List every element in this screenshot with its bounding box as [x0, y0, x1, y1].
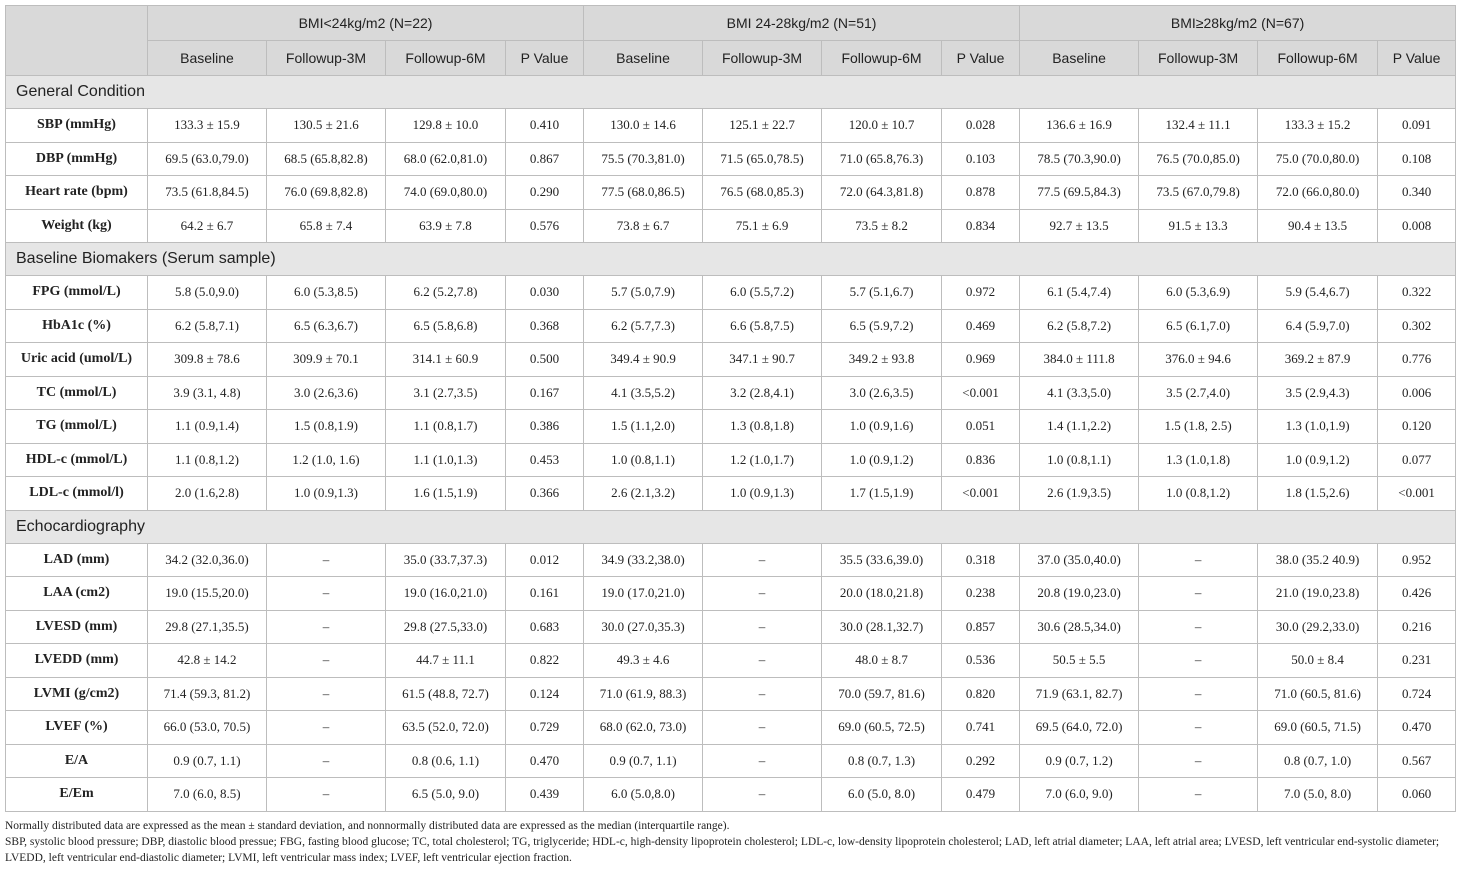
value-cell: – [267, 677, 386, 711]
value-cell: 6.4 (5.9,7.0) [1258, 309, 1378, 343]
value-cell: 7.0 (6.0, 9.0) [1020, 778, 1139, 812]
table-row [6, 276, 1456, 310]
value-cell: 30.6 (28.5,34.0) [1020, 610, 1139, 644]
column-header-followup-6m: Followup-6M [1258, 41, 1378, 76]
value-cell: – [1139, 744, 1258, 778]
value-cell: 0.8 (0.7, 1.0) [1258, 744, 1378, 778]
value-cell: 1.0 (0.8,1.1) [1020, 443, 1139, 477]
value-cell: 71.4 (59.3, 81.2) [148, 677, 267, 711]
value-cell: 309.8 ± 78.6 [148, 343, 267, 377]
p-value-cell: 0.741 [942, 711, 1020, 745]
value-cell: 1.5 (1.1,2.0) [584, 410, 703, 444]
p-value-cell: 0.453 [506, 443, 584, 477]
table-row [6, 610, 1456, 644]
value-cell: 76.0 (69.8,82.8) [267, 176, 386, 210]
value-cell: 1.0 (0.9,1.3) [267, 477, 386, 511]
p-value-cell: 0.683 [506, 610, 584, 644]
value-cell: 90.4 ± 13.5 [1258, 209, 1378, 243]
value-cell: 30.0 (29.2,33.0) [1258, 610, 1378, 644]
value-cell: 7.0 (5.0, 8.0) [1258, 778, 1378, 812]
p-value-cell: 0.469 [942, 309, 1020, 343]
value-cell: 1.3 (1.0,1.9) [1258, 410, 1378, 444]
table-body [6, 76, 1456, 812]
table-container [5, 5, 1455, 812]
column-header-followup-3m: Followup-3M [703, 41, 822, 76]
value-cell: 49.3 ± 4.6 [584, 644, 703, 678]
value-cell: – [267, 778, 386, 812]
p-value-cell: 0.470 [1378, 711, 1456, 745]
value-cell: – [1139, 577, 1258, 611]
p-value-cell: 0.238 [942, 577, 1020, 611]
value-cell: – [1139, 778, 1258, 812]
value-cell: 3.0 (2.6,3.5) [822, 376, 942, 410]
value-cell: – [267, 610, 386, 644]
value-cell: 6.2 (5.7,7.3) [584, 309, 703, 343]
value-cell: 76.5 (68.0,85.3) [703, 176, 822, 210]
value-cell: 69.0 (60.5, 72.5) [822, 711, 942, 745]
value-cell: 0.9 (0.7, 1.2) [1020, 744, 1139, 778]
row-label: E/Em [6, 778, 148, 812]
value-cell: 1.2 (1.0,1.7) [703, 443, 822, 477]
value-cell: 69.5 (63.0,79.0) [148, 142, 267, 176]
value-cell: 2.6 (2.1,3.2) [584, 477, 703, 511]
value-cell: 1.5 (1.8, 2.5) [1139, 410, 1258, 444]
value-cell: – [1139, 610, 1258, 644]
p-value-cell: 0.290 [506, 176, 584, 210]
value-cell: – [267, 577, 386, 611]
row-label: LAD (mm) [6, 543, 148, 577]
value-cell: 3.9 (3.1, 4.8) [148, 376, 267, 410]
p-value-cell: 0.536 [942, 644, 1020, 678]
value-cell: 37.0 (35.0,40.0) [1020, 543, 1139, 577]
value-cell: 1.7 (1.5,1.9) [822, 477, 942, 511]
p-value-cell: 0.216 [1378, 610, 1456, 644]
row-label: LVESD (mm) [6, 610, 148, 644]
value-cell: 0.9 (0.7, 1.1) [584, 744, 703, 778]
p-value-cell: 0.776 [1378, 343, 1456, 377]
p-value-cell: 0.008 [1378, 209, 1456, 243]
row-label: Heart rate (bpm) [6, 176, 148, 210]
value-cell: 125.1 ± 22.7 [703, 109, 822, 143]
value-cell: 129.8 ± 10.0 [386, 109, 506, 143]
table-row [6, 176, 1456, 210]
group-header-row [6, 6, 1456, 41]
p-value-cell: 0.340 [1378, 176, 1456, 210]
p-value-cell: 0.479 [942, 778, 1020, 812]
column-header-p-value: P Value [1378, 41, 1456, 76]
p-value-cell: 0.439 [506, 778, 584, 812]
value-cell: 6.0 (5.3,6.9) [1139, 276, 1258, 310]
value-cell: 48.0 ± 8.7 [822, 644, 942, 678]
value-cell: – [267, 744, 386, 778]
value-cell: 1.3 (1.0,1.8) [1139, 443, 1258, 477]
p-value-cell: 0.028 [942, 109, 1020, 143]
p-value-cell: 0.091 [1378, 109, 1456, 143]
value-cell: 74.0 (69.0,80.0) [386, 176, 506, 210]
value-cell: 20.8 (19.0,23.0) [1020, 577, 1139, 611]
value-cell: 5.7 (5.0,7.9) [584, 276, 703, 310]
value-cell: 314.1 ± 60.9 [386, 343, 506, 377]
value-cell: 75.5 (70.3,81.0) [584, 142, 703, 176]
value-cell: 1.4 (1.1,2.2) [1020, 410, 1139, 444]
value-cell: – [1139, 677, 1258, 711]
value-cell: 69.5 (64.0, 72.0) [1020, 711, 1139, 745]
value-cell: 38.0 (35.2 40.9) [1258, 543, 1378, 577]
value-cell: 77.5 (69.5,84.3) [1020, 176, 1139, 210]
value-cell: 5.8 (5.0,9.0) [148, 276, 267, 310]
value-cell: 78.5 (70.3,90.0) [1020, 142, 1139, 176]
value-cell: 349.2 ± 93.8 [822, 343, 942, 377]
p-value-cell: 0.820 [942, 677, 1020, 711]
row-label: LVEDD (mm) [6, 644, 148, 678]
value-cell: 130.5 ± 21.6 [267, 109, 386, 143]
value-cell: 75.0 (70.0,80.0) [1258, 142, 1378, 176]
value-cell: 1.0 (0.8,1.2) [1139, 477, 1258, 511]
value-cell: 6.2 (5.8,7.2) [1020, 309, 1139, 343]
value-cell: 2.0 (1.6,2.8) [148, 477, 267, 511]
row-label: Weight (kg) [6, 209, 148, 243]
value-cell: 66.0 (53.0, 70.5) [148, 711, 267, 745]
value-cell: – [703, 778, 822, 812]
table-row [6, 376, 1456, 410]
value-cell: 1.1 (1.0,1.3) [386, 443, 506, 477]
value-cell: 91.5 ± 13.3 [1139, 209, 1258, 243]
row-label: HDL-c (mmol/L) [6, 443, 148, 477]
table-footnotes [5, 818, 1457, 866]
p-value-cell: <0.001 [942, 376, 1020, 410]
p-value-cell: 0.060 [1378, 778, 1456, 812]
p-value-cell: 0.231 [1378, 644, 1456, 678]
value-cell: 35.0 (33.7,37.3) [386, 543, 506, 577]
value-cell: 1.0 (0.8,1.1) [584, 443, 703, 477]
table-row [6, 309, 1456, 343]
value-cell: 69.0 (60.5, 71.5) [1258, 711, 1378, 745]
p-value-cell: <0.001 [942, 477, 1020, 511]
group-header: BMI<24kg/m2 (N=22) [148, 6, 584, 41]
table-row [6, 778, 1456, 812]
value-cell: 42.8 ± 14.2 [148, 644, 267, 678]
value-cell: 1.1 (0.9,1.4) [148, 410, 267, 444]
p-value-cell: 0.161 [506, 577, 584, 611]
p-value-cell: 0.969 [942, 343, 1020, 377]
table-row [6, 711, 1456, 745]
value-cell: 1.1 (0.8,1.2) [148, 443, 267, 477]
value-cell: 30.0 (27.0,35.3) [584, 610, 703, 644]
row-label: HbA1c (%) [6, 309, 148, 343]
row-label: TC (mmol/L) [6, 376, 148, 410]
value-cell: 1.1 (0.8,1.7) [386, 410, 506, 444]
p-value-cell: 0.124 [506, 677, 584, 711]
value-cell: 132.4 ± 11.1 [1139, 109, 1258, 143]
value-cell: 6.0 (5.0,8.0) [584, 778, 703, 812]
value-cell: – [267, 711, 386, 745]
p-value-cell: 0.368 [506, 309, 584, 343]
value-cell: 71.0 (61.9, 88.3) [584, 677, 703, 711]
table-row [6, 677, 1456, 711]
table-row [6, 443, 1456, 477]
value-cell: 6.5 (5.8,6.8) [386, 309, 506, 343]
value-cell: – [703, 543, 822, 577]
column-header-followup-6m: Followup-6M [386, 41, 506, 76]
value-cell: 1.0 (0.9,1.6) [822, 410, 942, 444]
row-label: E/A [6, 744, 148, 778]
value-cell: 6.5 (6.3,6.7) [267, 309, 386, 343]
p-value-cell: 0.576 [506, 209, 584, 243]
section-row [6, 76, 1456, 109]
value-cell: 133.3 ± 15.2 [1258, 109, 1378, 143]
value-cell: 6.5 (5.0, 9.0) [386, 778, 506, 812]
value-cell: – [703, 744, 822, 778]
corner-cell [6, 6, 148, 76]
footnote-distribution: Normally distributed data are expressed as the mean ± standard deviation, and nonnormally distributed data are expressed as the median (interquartile range). [5, 820, 730, 832]
value-cell: 1.5 (0.8,1.9) [267, 410, 386, 444]
value-cell: 20.0 (18.0,21.8) [822, 577, 942, 611]
value-cell: 6.0 (5.0, 8.0) [822, 778, 942, 812]
value-cell: 1.3 (0.8,1.8) [703, 410, 822, 444]
section-title: Echocardiography [6, 510, 1456, 543]
value-cell: 29.8 (27.5,33.0) [386, 610, 506, 644]
column-header-p-value: P Value [942, 41, 1020, 76]
value-cell: – [267, 543, 386, 577]
value-cell: 309.9 ± 70.1 [267, 343, 386, 377]
value-cell: 73.8 ± 6.7 [584, 209, 703, 243]
value-cell: 35.5 (33.6,39.0) [822, 543, 942, 577]
value-cell: 68.0 (62.0,81.0) [386, 142, 506, 176]
value-cell: – [1139, 543, 1258, 577]
table-row [6, 209, 1456, 243]
p-value-cell: 0.386 [506, 410, 584, 444]
value-cell: 1.0 (0.9,1.3) [703, 477, 822, 511]
value-cell: 29.8 (27.1,35.5) [148, 610, 267, 644]
value-cell: 34.9 (33.2,38.0) [584, 543, 703, 577]
value-cell: 1.0 (0.9,1.2) [822, 443, 942, 477]
p-value-cell: 0.724 [1378, 677, 1456, 711]
value-cell: 34.2 (32.0,36.0) [148, 543, 267, 577]
p-value-cell: 0.318 [942, 543, 1020, 577]
value-cell: 347.1 ± 90.7 [703, 343, 822, 377]
value-cell: 73.5 (67.0,79.8) [1139, 176, 1258, 210]
value-cell: 120.0 ± 10.7 [822, 109, 942, 143]
p-value-cell: 0.012 [506, 543, 584, 577]
value-cell: 4.1 (3.5,5.2) [584, 376, 703, 410]
value-cell: 0.8 (0.7, 1.3) [822, 744, 942, 778]
column-header-baseline: Baseline [148, 41, 267, 76]
value-cell: 3.0 (2.6,3.6) [267, 376, 386, 410]
value-cell: 3.2 (2.8,4.1) [703, 376, 822, 410]
value-cell: 6.6 (5.8,7.5) [703, 309, 822, 343]
value-cell: 21.0 (19.0,23.8) [1258, 577, 1378, 611]
value-cell: – [1139, 644, 1258, 678]
column-header-followup-3m: Followup-3M [1139, 41, 1258, 76]
value-cell: 3.5 (2.9,4.3) [1258, 376, 1378, 410]
row-label: LVMI (g/cm2) [6, 677, 148, 711]
row-label: DBP (mmHg) [6, 142, 148, 176]
column-header-p-value: P Value [506, 41, 584, 76]
p-value-cell: 0.292 [942, 744, 1020, 778]
value-cell: 6.5 (5.9,7.2) [822, 309, 942, 343]
value-cell: 68.5 (65.8,82.8) [267, 142, 386, 176]
value-cell: 6.1 (5.4,7.4) [1020, 276, 1139, 310]
value-cell: 6.0 (5.5,7.2) [703, 276, 822, 310]
value-cell: 1.2 (1.0, 1.6) [267, 443, 386, 477]
value-cell: 77.5 (68.0,86.5) [584, 176, 703, 210]
p-value-cell: 0.867 [506, 142, 584, 176]
p-value-cell: 0.426 [1378, 577, 1456, 611]
value-cell: 7.0 (6.0, 8.5) [148, 778, 267, 812]
value-cell: 70.0 (59.7, 81.6) [822, 677, 942, 711]
table-row [6, 477, 1456, 511]
column-header-followup-6m: Followup-6M [822, 41, 942, 76]
value-cell: 19.0 (17.0,21.0) [584, 577, 703, 611]
row-label: LVEF (%) [6, 711, 148, 745]
value-cell: 72.0 (64.3,81.8) [822, 176, 942, 210]
value-cell: 3.5 (2.7,4.0) [1139, 376, 1258, 410]
value-cell: 50.5 ± 5.5 [1020, 644, 1139, 678]
value-cell: 133.3 ± 15.9 [148, 109, 267, 143]
table-row [6, 577, 1456, 611]
table-row [6, 109, 1456, 143]
value-cell: 1.6 (1.5,1.9) [386, 477, 506, 511]
value-cell: 1.8 (1.5,2.6) [1258, 477, 1378, 511]
value-cell: 73.5 (61.8,84.5) [148, 176, 267, 210]
table-row [6, 343, 1456, 377]
column-header-baseline: Baseline [584, 41, 703, 76]
row-label: LAA (cm2) [6, 577, 148, 611]
table-row [6, 644, 1456, 678]
p-value-cell: 0.322 [1378, 276, 1456, 310]
table-row [6, 410, 1456, 444]
p-value-cell: <0.001 [1378, 477, 1456, 511]
value-cell: 6.0 (5.3,8.5) [267, 276, 386, 310]
row-label: Uric acid (umol/L) [6, 343, 148, 377]
table-row [6, 744, 1456, 778]
value-cell: 0.9 (0.7, 1.1) [148, 744, 267, 778]
value-cell: 44.7 ± 11.1 [386, 644, 506, 678]
p-value-cell: 0.729 [506, 711, 584, 745]
p-value-cell: 0.470 [506, 744, 584, 778]
value-cell: 68.0 (62.0, 73.0) [584, 711, 703, 745]
p-value-cell: 0.030 [506, 276, 584, 310]
value-cell: – [703, 577, 822, 611]
p-value-cell: 0.167 [506, 376, 584, 410]
value-cell: 384.0 ± 111.8 [1020, 343, 1139, 377]
value-cell: 369.2 ± 87.9 [1258, 343, 1378, 377]
group-header: BMI 24-28kg/m2 (N=51) [584, 6, 1020, 41]
value-cell: 30.0 (28.1,32.7) [822, 610, 942, 644]
row-label: FPG (mmol/L) [6, 276, 148, 310]
p-value-cell: 0.836 [942, 443, 1020, 477]
value-cell: 5.9 (5.4,6.7) [1258, 276, 1378, 310]
value-cell: 75.1 ± 6.9 [703, 209, 822, 243]
p-value-cell: 0.302 [1378, 309, 1456, 343]
p-value-cell: 0.108 [1378, 142, 1456, 176]
value-cell: 64.2 ± 6.7 [148, 209, 267, 243]
value-cell: 92.7 ± 13.5 [1020, 209, 1139, 243]
value-cell: 349.4 ± 90.9 [584, 343, 703, 377]
value-cell: 73.5 ± 8.2 [822, 209, 942, 243]
table-row [6, 142, 1456, 176]
value-cell: 6.5 (6.1,7.0) [1139, 309, 1258, 343]
value-cell: – [703, 677, 822, 711]
value-cell: 76.5 (70.0,85.0) [1139, 142, 1258, 176]
section-row [6, 243, 1456, 276]
p-value-cell: 0.410 [506, 109, 584, 143]
value-cell: 1.0 (0.9,1.2) [1258, 443, 1378, 477]
value-cell: 72.0 (66.0,80.0) [1258, 176, 1378, 210]
p-value-cell: 0.077 [1378, 443, 1456, 477]
section-title: Baseline Biomakers (Serum sample) [6, 243, 1456, 276]
group-header: BMI≥28kg/m2 (N=67) [1020, 6, 1456, 41]
section-row [6, 510, 1456, 543]
p-value-cell: 0.822 [506, 644, 584, 678]
value-cell: 376.0 ± 94.6 [1139, 343, 1258, 377]
p-value-cell: 0.857 [942, 610, 1020, 644]
p-value-cell: 0.878 [942, 176, 1020, 210]
value-cell: 6.2 (5.8,7.1) [148, 309, 267, 343]
value-cell: 71.9 (63.1, 82.7) [1020, 677, 1139, 711]
section-title: General Condition [6, 76, 1456, 109]
value-cell: 4.1 (3.3,5.0) [1020, 376, 1139, 410]
value-cell: – [703, 644, 822, 678]
p-value-cell: 0.120 [1378, 410, 1456, 444]
value-cell: – [703, 610, 822, 644]
column-header-followup-3m: Followup-3M [267, 41, 386, 76]
column-header-baseline: Baseline [1020, 41, 1139, 76]
row-label: SBP (mmHg) [6, 109, 148, 143]
value-cell: 2.6 (1.9,3.5) [1020, 477, 1139, 511]
value-cell: 136.6 ± 16.9 [1020, 109, 1139, 143]
value-cell: – [267, 644, 386, 678]
value-cell: 63.5 (52.0, 72.0) [386, 711, 506, 745]
value-cell: 65.8 ± 7.4 [267, 209, 386, 243]
subheader-row [6, 41, 1456, 76]
value-cell: – [1139, 711, 1258, 745]
value-cell: 3.1 (2.7,3.5) [386, 376, 506, 410]
p-value-cell: 0.006 [1378, 376, 1456, 410]
value-cell: 50.0 ± 8.4 [1258, 644, 1378, 678]
p-value-cell: 0.051 [942, 410, 1020, 444]
value-cell: 130.0 ± 14.6 [584, 109, 703, 143]
row-label: TG (mmol/L) [6, 410, 148, 444]
value-cell: 6.2 (5.2,7.8) [386, 276, 506, 310]
footnote-abbreviations: SBP, systolic blood pressure; DBP, diastolic blood pressue; FBG, fasting blood glucose; TC, total cholesterol; TG, triglyceride; HDL-c, high-density lipoprotein cholesterol; LDL-c, low-density lipoprotein cholesterol; LAD, left atrial diameter; LAA, left atrial area; LVESD, left ventricular end-systolic diameter; LVEDD, left ventricular end-diastolic diameter; LVMI, left ventricular mass index; LVEF, left ventricular ejection fraction. [5, 836, 1440, 864]
value-cell: 71.0 (65.8,76.3) [822, 142, 942, 176]
data-table [5, 5, 1456, 812]
value-cell: – [703, 711, 822, 745]
p-value-cell: 0.366 [506, 477, 584, 511]
value-cell: 19.0 (15.5,20.0) [148, 577, 267, 611]
p-value-cell: 0.103 [942, 142, 1020, 176]
p-value-cell: 0.952 [1378, 543, 1456, 577]
table-row [6, 543, 1456, 577]
value-cell: 71.5 (65.0,78.5) [703, 142, 822, 176]
value-cell: 0.8 (0.6, 1.1) [386, 744, 506, 778]
value-cell: 19.0 (16.0,21.0) [386, 577, 506, 611]
row-label: LDL-c (mmol/l) [6, 477, 148, 511]
p-value-cell: 0.834 [942, 209, 1020, 243]
value-cell: 5.7 (5.1,6.7) [822, 276, 942, 310]
value-cell: 71.0 (60.5, 81.6) [1258, 677, 1378, 711]
p-value-cell: 0.567 [1378, 744, 1456, 778]
p-value-cell: 0.500 [506, 343, 584, 377]
value-cell: 61.5 (48.8, 72.7) [386, 677, 506, 711]
value-cell: 63.9 ± 7.8 [386, 209, 506, 243]
p-value-cell: 0.972 [942, 276, 1020, 310]
